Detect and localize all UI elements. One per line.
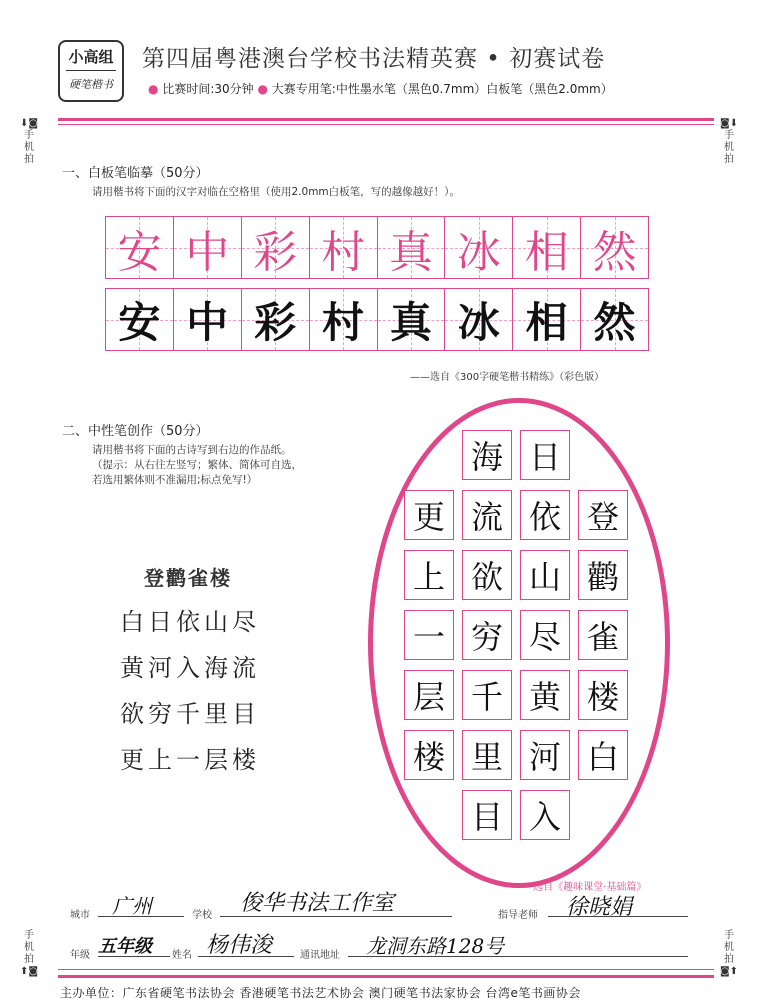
exam-time: 比赛时间:30分钟: [162, 82, 254, 96]
work-cell: 目: [462, 790, 512, 840]
badge-bottom: 硬笔楷书: [69, 78, 113, 91]
footer-rule-thin: [58, 969, 714, 970]
poem-line: 欲穷千里目: [120, 700, 260, 728]
exam-pen: 大赛专用笔:中性墨水笔（黑色0.7mm）白板笔（黑色2.0mm）: [271, 82, 613, 96]
name-value[interactable]: 杨伟浚: [206, 933, 273, 958]
side-label: 手 机 拍: [24, 130, 34, 165]
model-grid: [105, 216, 649, 279]
school-label: 学校: [192, 910, 212, 921]
camera-icon: ◙⬆: [719, 966, 739, 977]
copy-cell: 中: [174, 289, 242, 350]
work-cell: 楼: [404, 730, 454, 780]
poem-line: 更上一层楼: [120, 746, 260, 774]
section2-heading: 二、中性笔创作（50分）: [62, 424, 209, 439]
work-cell: 里: [462, 730, 512, 780]
instruction-line: 请用楷书将下面的古诗写到右边的作品纸。: [92, 444, 292, 456]
work-cell: 一: [404, 610, 454, 660]
teacher-value[interactable]: 徐晓娟: [566, 895, 633, 920]
section2-source: —— 选自《趣味课堂·基础篇》: [510, 882, 647, 893]
work-cell: 千: [462, 670, 512, 720]
copy-grid: [105, 288, 649, 351]
copy-cell: 然: [581, 289, 648, 350]
work-cell: 层: [404, 670, 454, 720]
camera-icon: ◙⬇: [719, 118, 739, 129]
organizers: 主办单位：广东省硬笔书法协会 香港硬笔书法艺术协会 澳门硬笔书法家协会 台湾e笔书画协会: [60, 986, 581, 1000]
work-cell: 白: [578, 730, 628, 780]
badge-top: 小高组: [68, 48, 114, 66]
work-cell: 欲: [462, 550, 512, 600]
poem-title: 登鹳雀楼: [144, 566, 232, 590]
grade-label: 年级: [70, 950, 90, 961]
header-rule: [58, 118, 714, 121]
side-label: 手 机 拍: [724, 130, 734, 165]
work-cell: 日: [520, 430, 570, 480]
copy-cell: 彩: [242, 289, 310, 350]
city-label: 城市: [70, 910, 90, 921]
teacher-label: 指导老师: [498, 910, 538, 921]
work-cell: 上: [404, 550, 454, 600]
section1-instruction: 请用楷书将下面的汉字对临在空格里（使用2.0mm白板笔，写的越像越好！）。: [92, 186, 460, 198]
work-cell: 登: [578, 490, 628, 540]
work-cell: 穷: [462, 610, 512, 660]
footer-rule: [58, 975, 714, 978]
work-cell: 河: [520, 730, 570, 780]
header-rule-thin: [58, 124, 714, 125]
model-cell: 村: [310, 217, 378, 278]
model-cell: 冰: [445, 217, 513, 278]
address-value[interactable]: 龙洞东路128号: [366, 934, 505, 958]
section1-source: ——选自《300字硬笔楷书精练》（彩色版）: [410, 372, 605, 383]
copy-cell: 冰: [445, 289, 513, 350]
model-cell: 安: [106, 217, 174, 278]
camera-icon: ⬇◙: [19, 118, 39, 129]
model-cell: 彩: [242, 217, 310, 278]
work-cell: 雀: [578, 610, 628, 660]
school-value[interactable]: 俊华书法工作室: [240, 891, 395, 916]
city-value[interactable]: 广州: [112, 894, 152, 918]
instruction-line: （提示：从右往左竖写；繁体、简体可自选，: [92, 459, 302, 471]
work-cell: 山: [520, 550, 570, 600]
work-cell: 尽: [520, 610, 570, 660]
camera-mark-right-top: [718, 118, 740, 166]
poem-line: 黄河入海流: [120, 654, 260, 682]
work-cell: 入: [520, 790, 570, 840]
address-label: 通讯地址: [300, 950, 340, 961]
work-cell: 依: [520, 490, 570, 540]
grade-value[interactable]: 五年级: [98, 936, 152, 957]
model-cell: 真: [378, 217, 446, 278]
poem-line: 白日依山尽: [120, 608, 260, 636]
model-cell: 中: [174, 217, 242, 278]
copy-cell: 村: [310, 289, 378, 350]
model-cell: 相: [513, 217, 581, 278]
camera-mark-right-bottom: [718, 930, 740, 978]
work-cell: 楼: [578, 670, 628, 720]
instruction-line: 若选用繁体则不准漏用;标点免写!）: [92, 474, 258, 486]
exam-info: ● 比赛时间:30分钟 ● 大赛专用笔:中性墨水笔（黑色0.7mm）白板笔（黑色2.0mm）: [148, 82, 613, 96]
work-cell: 鹳: [578, 550, 628, 600]
camera-mark-left-bottom: [18, 930, 40, 978]
work-cell: 更: [404, 490, 454, 540]
model-cell: 然: [581, 217, 648, 278]
group-badge: [58, 40, 124, 102]
camera-mark-left-top: [18, 118, 40, 166]
page-title: 第四届粤港澳台学校书法精英赛 • 初赛试卷: [142, 46, 606, 72]
section1-heading: 一、白板笔临摹（50分）: [62, 166, 209, 181]
side-label: 手 机 拍: [24, 930, 34, 965]
work-cell: 流: [462, 490, 512, 540]
copy-cell: 相: [513, 289, 581, 350]
section2-instruction: [92, 443, 302, 488]
name-label: 姓名: [172, 950, 192, 961]
work-cell: 海: [462, 430, 512, 480]
camera-icon: ⬆◙: [19, 966, 39, 977]
side-label: 手 机 拍: [724, 930, 734, 965]
copy-cell: 真: [378, 289, 446, 350]
copy-cell: 安: [106, 289, 174, 350]
work-cell: 黄: [520, 670, 570, 720]
